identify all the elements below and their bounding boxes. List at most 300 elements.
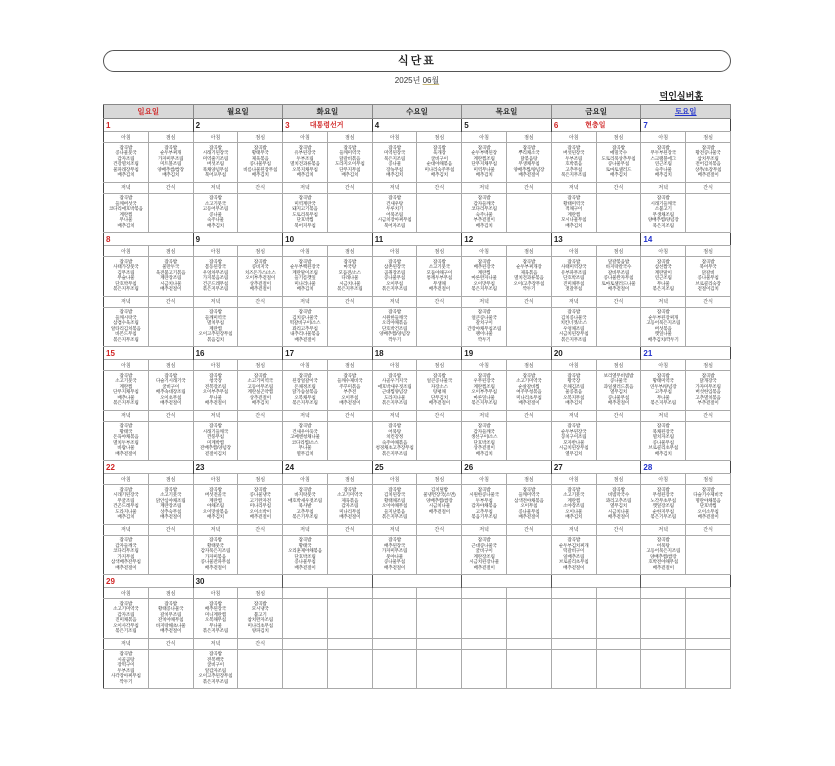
menu-item: 배추김치 <box>565 222 583 228</box>
menu-item: 오이야채무침 <box>381 503 408 509</box>
menu-item: 잡곡밥 <box>656 195 670 200</box>
menu-cell-snack <box>148 421 193 461</box>
menu-item: 가자미무조림 <box>381 548 408 554</box>
menu-cell-dinner <box>372 649 417 689</box>
date-number: 25 <box>374 462 384 472</box>
date-cell-5 <box>462 119 552 132</box>
meal-label-dinner: 저녁 <box>641 296 686 307</box>
menu-item: 오이사각무침 <box>113 622 139 628</box>
menu-item: 들깨버섯국 <box>115 200 137 206</box>
menu-cell-breakfast <box>641 599 686 639</box>
date-number: 7 <box>643 120 648 130</box>
menu-item: 치킨너겟/소스 <box>560 320 587 326</box>
meal-label-lunch: 점심 <box>148 360 193 371</box>
menu-item: 배추겉절이 <box>383 564 406 570</box>
menu-item: 적채구이 <box>565 206 583 212</box>
date-number: 21 <box>643 348 653 358</box>
menu-item: 배추겉절이 <box>518 400 540 406</box>
menu-item: 잡곡밥 <box>209 144 222 150</box>
menu-item: 잡곡밥 <box>343 258 357 264</box>
menu-item: 잡곡밥 <box>298 258 312 264</box>
menu-item: 배추겉절이 <box>607 514 630 520</box>
menu-item: 배추김치 <box>654 450 672 456</box>
menu-item: 소고기뭇국 <box>115 378 137 384</box>
menu-item: 콩나물무침 <box>383 559 406 565</box>
menu-item: 계란찜 <box>567 211 581 217</box>
meal-label-breakfast: 아침 <box>462 132 507 143</box>
menu-item: 콩나물무침 <box>652 439 674 445</box>
menu-item: 양배추찜/쌈장 <box>650 553 677 559</box>
menu-item: 잡곡밥 <box>119 537 133 542</box>
menu-cell-snack <box>686 307 731 347</box>
page-title: 식단표 <box>398 55 436 67</box>
menu-item: 잡곡밥 <box>656 309 670 314</box>
menu-cell-dinner <box>372 193 417 233</box>
menu-item: 잡곡밥 <box>388 537 401 542</box>
menu-cell-dinner <box>641 421 686 461</box>
meal-label-lunch: 점심 <box>417 246 462 257</box>
subtitle-month: 06월 <box>422 76 440 85</box>
menu-cell-snack <box>507 421 552 461</box>
menu-item: 도토리묵상추무침 <box>601 155 636 161</box>
menu-item: 계란찜 <box>119 211 133 217</box>
menu-cell-snack <box>686 193 731 233</box>
menu-item: 잡곡밥 <box>253 600 267 606</box>
menu-item: 계란장조림 <box>160 503 182 509</box>
menu-item: 떡갈비구이 <box>563 548 585 554</box>
menu-item: 건강멸치조림 <box>113 161 139 167</box>
menu-cell-dinner <box>551 649 596 689</box>
menu-item: 콩나물뭇국 <box>115 150 137 156</box>
menu-item: 잡곡밥 <box>477 258 491 264</box>
menu-item: 근대콩나물국 <box>471 542 497 548</box>
menu-item: 잡곡밥 <box>433 372 446 378</box>
menu-item: 모자반나물 <box>563 439 585 445</box>
date-cell-1 <box>104 119 194 132</box>
menu-item: 봄동된장국 <box>204 264 227 270</box>
date-number: 23 <box>195 462 205 472</box>
menu-item: 볶은기조림 <box>115 628 137 634</box>
menu-item: 잡곡밥 <box>701 372 715 378</box>
empty-day-cell <box>372 575 462 588</box>
date-number: 29 <box>106 576 115 586</box>
meal-label-breakfast: 아침 <box>551 360 596 371</box>
menu-cell-breakfast <box>372 599 417 639</box>
menu-cell-breakfast <box>551 485 596 525</box>
menu-cell-lunch <box>507 143 552 183</box>
menu-item: 배추김치 <box>565 400 583 406</box>
meal-label-breakfast: 아침 <box>193 588 238 599</box>
meal-label-lunch: 점심 <box>686 360 731 371</box>
menu-item: 잡곡밥 <box>119 258 133 264</box>
meal-label-snack: 간식 <box>596 296 641 307</box>
menu-item: 무청된장국 <box>652 492 674 498</box>
menu-item: 콩나물무침 <box>294 559 316 565</box>
date-number: 11 <box>374 234 384 244</box>
menu-item: 오이소박이 <box>249 508 271 514</box>
menu-item: 잡곡밥 <box>612 486 625 492</box>
menu-item: 닭개장국 <box>699 378 717 384</box>
menu-item: 순두부찌개 <box>160 150 182 156</box>
menu-item: 오이부추무침 <box>471 389 497 395</box>
meal-label-snack <box>507 638 552 649</box>
menu-item: 열무김치 <box>565 450 583 456</box>
menu-cell-snack <box>596 421 641 461</box>
menu-item: 무나물 <box>209 394 222 400</box>
menu-item: 탕평채 <box>433 389 446 395</box>
menu-item: 사태가장뭇국 <box>113 264 139 270</box>
menu-cell-breakfast <box>641 143 686 183</box>
menu-item: 양배추찜/양념장 <box>513 166 545 172</box>
date-cell-30 <box>193 575 283 588</box>
menu-item: 바지락해초나물 <box>155 622 186 628</box>
menu-item: 모시냉국 <box>251 606 269 612</box>
menu-item: 사골우거지국 <box>381 378 408 384</box>
menu-item: 사각장아찌무침 <box>111 673 141 679</box>
menu-item: 미나리초무침 <box>516 394 542 400</box>
weekday-header-mon: 월요일 <box>193 105 283 119</box>
meal-label-lunch: 점심 <box>148 132 193 143</box>
meal-label-snack <box>686 638 731 649</box>
date-cell-2 <box>193 119 283 132</box>
menu-item: 시금치나물 <box>160 280 182 286</box>
menu-item: 콩나물 <box>209 211 222 217</box>
menu-item: 배추된장국 <box>473 264 495 270</box>
date-cell-4 <box>372 119 462 132</box>
meal-label-dinner: 저녁 <box>193 296 238 307</box>
title-box <box>103 50 731 72</box>
menu-item: 생선구이/소스 <box>470 434 498 440</box>
menu-item: 미트볼조림 <box>160 161 182 167</box>
menu-item: 볶은기무조림 <box>292 514 318 520</box>
menu-item: 꽈리고추조림 <box>605 497 632 503</box>
menu-item: 배추겉절이 <box>204 400 227 406</box>
menu-item: 잡곡밥 <box>164 486 178 492</box>
meal-label-snack: 간식 <box>148 182 193 193</box>
menu-item: 상추숙무침 <box>160 508 182 514</box>
menu-item: 명란야채볶음 <box>695 497 721 503</box>
weekday-header-sat: 토요일 <box>641 105 731 119</box>
menu-item: 볶은지무조림 <box>381 514 408 520</box>
meal-label-dinner: 저녁 <box>104 638 149 649</box>
menu-item: 물냉면장국(소면) <box>423 492 456 498</box>
menu-item: 진미채볶음 <box>115 617 137 623</box>
meal-label-lunch: 점심 <box>507 360 552 371</box>
menu-item: 소고기뭇국 <box>563 492 585 498</box>
menu-item: 계란장조림 <box>160 275 182 281</box>
menu-cell-breakfast <box>372 371 417 411</box>
menu-item: 무나물 <box>656 280 670 286</box>
menu-cell-dinner <box>104 535 149 575</box>
menu-item: 꽁치구이조림 <box>560 434 587 440</box>
menu-item: 다슬기시래기국 <box>155 378 186 384</box>
menu-item: 소고기미역국 <box>113 606 139 612</box>
date-cell-24 <box>283 461 373 474</box>
menu-cell-lunch <box>596 257 641 297</box>
menu-item: 무굴조림 <box>117 497 135 503</box>
meal-label-dinner: 저녁 <box>462 524 507 535</box>
meal-label-lunch: 점심 <box>686 474 731 485</box>
menu-item: 미니계란찜 <box>204 611 227 617</box>
menu-item: 삼치무조림 <box>697 155 719 161</box>
meal-label-dinner <box>372 638 417 649</box>
menu-item: 통깨두부무침 <box>426 275 453 281</box>
holiday-label: 대통령선거 <box>309 122 344 129</box>
menu-item: 순두부백된장 <box>471 150 497 156</box>
meal-label-breakfast: 아침 <box>641 474 686 485</box>
meal-label-breakfast: 아침 <box>283 474 328 485</box>
menu-item: 잡곡밥 <box>209 309 222 314</box>
menu-item: 시원한콩나물국 <box>469 492 499 498</box>
menu-item: 애호박새우젓조림 <box>377 383 412 389</box>
date-number: 15 <box>106 348 115 358</box>
menu-item: 배추김치 <box>654 172 672 178</box>
menu-item: 잡곡밥 <box>388 486 401 492</box>
menu-item: 배추겉절이 <box>115 450 137 456</box>
menu-item: 어묵탕 <box>388 428 401 434</box>
menu-item: 감자들깨국 <box>473 428 495 434</box>
subtitle-year: 2025년 <box>394 76 421 85</box>
menu-item: 상추겉절이 <box>249 394 271 400</box>
meal-label-dinner: 저녁 <box>104 410 149 421</box>
menu-item: 순두부된장국 <box>560 428 587 434</box>
menu-item: 김치콩나물국 <box>292 314 318 320</box>
menu-cell-dinner <box>104 193 149 233</box>
menu-item: 잡곡밥 <box>522 486 536 492</box>
meal-label-lunch: 점심 <box>148 246 193 257</box>
menu-item: 돈채정조림 <box>294 383 316 389</box>
menu-item: 깻잎나물 <box>654 331 672 337</box>
menu-item: 곰취장조림 <box>383 269 406 275</box>
menu-cell-snack <box>327 421 372 461</box>
menu-item: 소불고기 <box>654 206 672 212</box>
empty-day-cell <box>283 575 373 588</box>
menu-item: 잡곡밥 <box>656 423 670 428</box>
menu-item: 바람나물 <box>117 445 135 451</box>
menu-item: 멸치견과류볶음 <box>514 275 544 281</box>
date-number: 22 <box>106 462 115 472</box>
menu-cell-lunch <box>417 485 462 525</box>
menu-cell-lunch <box>238 143 283 183</box>
menu-cell-dinner <box>104 421 149 461</box>
menu-cell-breakfast <box>462 371 507 411</box>
menu-item: 순두부백된장국 <box>290 264 320 270</box>
menu-item: 배추김치 <box>251 172 269 178</box>
menu-item: 모시나물무침 <box>560 217 587 223</box>
menu-item: 두부조림 <box>117 667 135 673</box>
menu-item: 묵사발 <box>298 503 312 509</box>
date-cell-28 <box>641 461 731 474</box>
menu-item: 북어포무침 <box>204 172 227 178</box>
menu-item: 오리야채볶음 <box>381 320 408 326</box>
menu-item: 버섯한입볶음 <box>695 389 721 395</box>
menu-item: 비름나물된장무침 <box>243 166 278 172</box>
menu-cell-dinner <box>283 421 328 461</box>
meal-label-lunch: 점심 <box>507 474 552 485</box>
date-cell-13 <box>551 233 641 246</box>
menu-item: 알타리김치볶음 <box>111 325 141 331</box>
menu-item: 들깨미역국 <box>339 150 361 156</box>
menu-item: 배추겉절이 <box>339 514 361 520</box>
menu-cell-lunch <box>238 371 283 411</box>
menu-item: 양배추찜/양념장 <box>647 217 679 223</box>
menu-item: 진미채무침 <box>563 280 585 286</box>
menu-item: 단무지채무침 <box>113 389 139 395</box>
date-cell-23 <box>193 461 283 474</box>
menu-cell-breakfast <box>193 485 238 525</box>
menu-item: 콩나물무침 <box>518 508 540 514</box>
meal-label-breakfast: 아침 <box>283 132 328 143</box>
meal-label-breakfast: 아침 <box>104 474 149 485</box>
menu-item: 달걀볶음밥 <box>607 258 630 264</box>
menu-item: 배추김치 <box>610 172 627 178</box>
menu-item: 메밀국수 <box>610 150 627 156</box>
menu-item: 열무김치 <box>296 450 314 456</box>
date-cell-15 <box>104 347 194 360</box>
menu-item: 잡곡밥 <box>477 486 491 492</box>
menu-item: 배추김치 <box>475 450 493 456</box>
menu-item: 양배추쌈/쌈장 <box>157 166 184 172</box>
meal-label-dinner: 저녁 <box>104 524 149 535</box>
menu-item: 황태미역국 <box>652 378 674 384</box>
menu-item: 잡곡밥 <box>209 651 222 656</box>
menu-item: 청국장 <box>209 378 222 384</box>
menu-item: 연근조림 <box>654 161 672 167</box>
menu-item: 오이고추된장무침 <box>198 673 233 679</box>
menu-item: 장녹무침 <box>386 166 404 172</box>
menu-item: 배추겉절이 <box>160 400 182 406</box>
menu-item: 잡곡밥 <box>119 309 133 314</box>
date-number: 2 <box>195 120 201 130</box>
menu-item: 배추김치 <box>206 514 224 520</box>
date-cell-11 <box>372 233 462 246</box>
menu-item: 계란찜조림 <box>473 155 495 161</box>
menu-item: 전복백국 <box>206 656 224 662</box>
menu-item: 제육볶음 <box>341 497 359 503</box>
menu-item: 볶은지무조림 <box>381 400 408 406</box>
menu-item: 시래기된장국 <box>113 492 139 498</box>
menu-cell-breakfast <box>104 143 149 183</box>
menu-item: 잡곡밥 <box>388 195 401 200</box>
menu-item: 무생채무침 <box>518 161 540 167</box>
menu-cell-breakfast <box>462 143 507 183</box>
menu-item: 잡곡밥 <box>164 144 178 150</box>
menu-item: 배추김치 <box>430 172 448 178</box>
menu-item: 잡곡밥 <box>119 195 133 200</box>
menu-item: 숙주야채볶음 <box>381 439 408 445</box>
menu-cell-breakfast <box>283 485 328 525</box>
menu-item: 시래기들깨국 <box>650 200 676 206</box>
menu-item: 계란실곤약찜 <box>247 389 273 395</box>
menu-item: 배추김치 <box>475 172 493 178</box>
menu-cell-lunch <box>596 485 641 525</box>
menu-item: 무나물 <box>298 445 312 451</box>
menu-cell-dinner <box>462 649 507 689</box>
menu-item: 들깨시락국 <box>115 314 137 320</box>
menu-cell-lunch <box>417 371 462 411</box>
menu-item: 오복지무침 <box>563 394 585 400</box>
menu-item: 비빔막국수 <box>607 492 630 498</box>
date-cell-14 <box>641 233 731 246</box>
meal-label-lunch: 점심 <box>327 132 372 143</box>
meal-label-lunch: 점심 <box>238 132 283 143</box>
menu-item: 보리열무비빔밥 <box>603 372 634 378</box>
menu-item: 두부무침 <box>475 497 493 503</box>
menu-item: 순대야채볶음 <box>426 161 453 167</box>
menu-item: 잔치야채무침 <box>157 617 184 623</box>
menu-cell-dinner <box>193 307 238 347</box>
menu-item: 잡곡밥 <box>522 258 536 264</box>
menu-item: 도라지오이무침 <box>334 161 365 167</box>
menu-item: 북어자조림 <box>383 222 406 228</box>
menu-item: 소야장조림 <box>563 503 585 509</box>
menu-cell-snack <box>686 421 731 461</box>
menu-cell-dinner <box>462 535 507 575</box>
menu-cell-lunch <box>596 143 641 183</box>
menu-item: 가지볶음조림 <box>202 275 229 281</box>
menu-item: 무나물 <box>656 394 670 400</box>
date-cell-10 <box>283 233 373 246</box>
menu-item: 어묵조림 <box>386 211 404 217</box>
menu-item: 미역된장국 <box>383 150 406 156</box>
menu-item: 배추김치 <box>117 172 135 178</box>
menu-item: 육전불고기볶음 <box>155 269 186 275</box>
menu-item: 배추김치 <box>162 172 180 178</box>
meal-label-breakfast <box>372 588 417 599</box>
menu-item: 볶은지무조림 <box>381 286 408 292</box>
menu-item: 황태국 <box>298 542 312 548</box>
menu-cell-lunch <box>507 371 552 411</box>
menu-item: 무생채 <box>433 280 446 286</box>
menu-item: 황태콩나물국 <box>157 606 184 612</box>
menu-item: 배추겉절이 <box>607 286 630 292</box>
meal-label-lunch: 점심 <box>507 132 552 143</box>
menu-item: 배추김치 <box>341 172 359 178</box>
menu-cell-breakfast <box>104 257 149 297</box>
meal-label-breakfast <box>283 588 328 599</box>
menu-item: 버섯된장국 <box>563 150 585 156</box>
meal-label-dinner: 저녁 <box>551 296 596 307</box>
menu-cell-snack <box>596 649 641 689</box>
date-number: 19 <box>464 348 474 358</box>
date-cell-7 <box>641 119 731 132</box>
menu-item: 바지락뭇국 <box>294 492 316 498</box>
menu-item: 미역계란국 <box>294 200 316 206</box>
meal-label-breakfast: 아침 <box>193 246 238 257</box>
menu-item: 계란말이 <box>654 269 672 275</box>
menu-item: 배추겉절이 <box>249 514 271 520</box>
meal-label-dinner <box>462 638 507 649</box>
facility-name: 덕인실버홈 <box>659 91 703 101</box>
date-cell-18 <box>372 347 462 360</box>
menu-item: 감자조림 <box>341 503 359 509</box>
menu-item: 들깨수제비국 <box>337 378 363 384</box>
menu-cell-snack <box>417 535 462 575</box>
meal-label-snack: 간식 <box>507 524 552 535</box>
menu-item: 북어무국 <box>699 264 717 270</box>
menu-item: 들지난볶음 <box>383 508 406 514</box>
menu-item: 간장야채무침조림 <box>467 325 502 331</box>
menu-item: 소고기미역국 <box>516 378 542 384</box>
menu-item: 부추겉절이 <box>697 400 719 406</box>
menu-item: 잡곡밥 <box>253 372 267 378</box>
meal-label-lunch: 점심 <box>327 474 372 485</box>
menu-item: 미역무나물 <box>473 166 495 172</box>
menu-item: 상추겉절이 <box>249 280 271 286</box>
menu-item: 잡곡밥 <box>343 144 357 150</box>
meal-label-snack: 간식 <box>596 182 641 193</box>
menu-item: 배추김치 <box>206 222 224 228</box>
